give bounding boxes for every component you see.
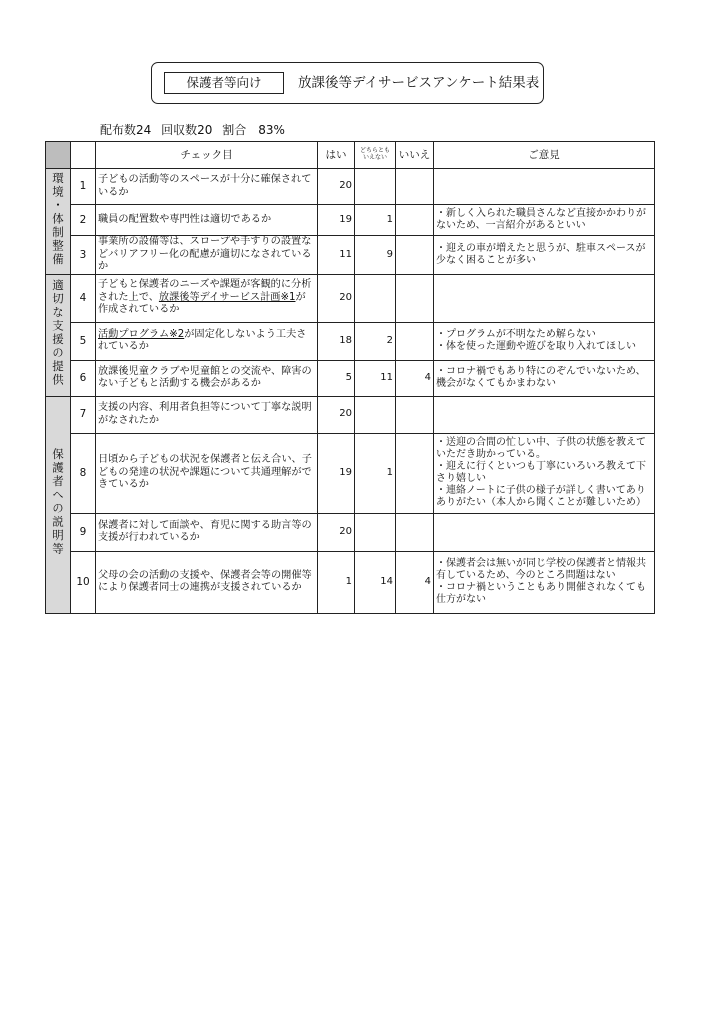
check-item-text: が固定化しないよう工夫されているか <box>98 328 307 352</box>
neutral-count: 14 <box>355 551 396 613</box>
header-number-cell <box>71 142 96 169</box>
no-count <box>396 236 434 275</box>
survey-stats <box>100 121 291 138</box>
no-count <box>396 322 434 360</box>
yes-count: 19 <box>318 205 355 236</box>
row-number: 2 <box>71 205 96 236</box>
yes-count: 18 <box>318 322 355 360</box>
table-row <box>46 513 655 551</box>
no-count <box>396 274 434 322</box>
row-number: 5 <box>71 322 96 360</box>
collected-count: 回収数20 <box>161 123 213 137</box>
yes-count: 5 <box>318 360 355 396</box>
yes-count: 19 <box>318 433 355 513</box>
response-rate: 割合 83% <box>222 123 285 137</box>
yes-count: 20 <box>318 274 355 322</box>
table-row <box>46 169 655 205</box>
table-header-row <box>46 142 655 169</box>
neutral-count: 1 <box>355 205 396 236</box>
opinion-cell <box>434 551 655 613</box>
neutral-count: 1 <box>355 433 396 513</box>
table-row <box>46 551 655 613</box>
opinion-cell: ・コロナ禍でもあり特にのぞんでいないため、機会がなくてもかまわない <box>434 360 655 396</box>
table-row <box>46 396 655 433</box>
distributed-count: 配布数24 <box>100 123 152 137</box>
row-number: 3 <box>71 236 96 275</box>
header-neutral-label: どちらとも いえない <box>359 147 390 162</box>
category-support <box>46 274 71 396</box>
category-explanation <box>46 396 71 613</box>
category-environment <box>46 169 71 275</box>
yes-count: 1 <box>318 551 355 613</box>
header-category-cell <box>46 142 71 169</box>
no-count: 4 <box>396 360 434 396</box>
table-row <box>46 360 655 396</box>
check-item <box>96 274 318 322</box>
no-count <box>396 513 434 551</box>
neutral-count <box>355 274 396 322</box>
no-count <box>396 169 434 205</box>
header-opinion: ご意見 <box>434 142 655 169</box>
row-number: 7 <box>71 396 96 433</box>
check-item-text: が作成されているか <box>98 291 306 316</box>
yes-count: 11 <box>318 236 355 275</box>
header-neutral <box>355 142 396 169</box>
neutral-count: 2 <box>355 322 396 360</box>
opinion-line: ・コロナ禍ということもあり開催されなくても仕方がない <box>436 582 646 605</box>
title-box <box>151 62 544 104</box>
opinion-cell <box>434 322 655 360</box>
yes-count: 20 <box>318 513 355 551</box>
opinion-cell <box>434 513 655 551</box>
program-reference-link: 活動プログラム※2 <box>98 328 185 340</box>
check-item: 日頃から子どもの状況を保護者と伝え合い、子どもの発達の状況や課題について共通理解ができているか <box>96 433 318 513</box>
category-label: 適切な支援の提供 <box>51 278 65 387</box>
opinion-cell: ・迎えの車が増えたと思うが、駐車スペースが少なく困ることが多い <box>434 236 655 275</box>
header-no: いいえ <box>396 142 434 169</box>
opinion-line: ・プログラムが不明なため解らない <box>436 329 596 340</box>
opinion-line: ・迎えに行くといつも丁寧にいろいろ教えて下さり嬉しい <box>436 461 646 484</box>
table-row <box>46 433 655 513</box>
page-title: 放課後等デイサービスアンケート結果表 <box>298 75 540 91</box>
neutral-count <box>355 396 396 433</box>
table-row <box>46 274 655 322</box>
yes-count: 20 <box>318 169 355 205</box>
audience-label: 保護者等向け <box>164 72 284 94</box>
no-count <box>396 205 434 236</box>
neutral-count: 11 <box>355 360 396 396</box>
table-row <box>46 322 655 360</box>
opinion-cell <box>434 169 655 205</box>
check-item <box>96 322 318 360</box>
opinion-cell <box>434 433 655 513</box>
no-count <box>396 433 434 513</box>
check-item: 職員の配置数や専門性は適切であるか <box>96 205 318 236</box>
check-item-text: 子どもと保護者のニーズや課題が客観的に分析された上で、 <box>98 279 312 303</box>
table-row <box>46 236 655 275</box>
row-number: 8 <box>71 433 96 513</box>
check-item: 保護者に対して面談や、育児に関する助言等の支援が行われているか <box>96 513 318 551</box>
row-number: 10 <box>71 551 96 613</box>
header-check-item: チェック目 <box>96 142 318 169</box>
category-label: 保護者への説明等 <box>51 448 65 557</box>
opinion-line: ・送迎の合間の忙しい中、子供の状態を教えていただき助かっている。 <box>436 437 646 460</box>
yes-count: 20 <box>318 396 355 433</box>
opinion-line: ・連絡ノートに子供の様子が詳しく書いてありありがたい（本人から聞くことが難しいため） <box>436 485 646 508</box>
opinion-cell <box>434 274 655 322</box>
header-yes: はい <box>318 142 355 169</box>
opinion-cell <box>434 396 655 433</box>
neutral-count <box>355 513 396 551</box>
neutral-count <box>355 169 396 205</box>
survey-table <box>45 141 655 614</box>
check-item: 子どもの活動等のスペースが十分に確保されているか <box>96 169 318 205</box>
opinion-cell: ・新しく入られた職員さんなど直接かかわりがないため、一言紹介があるといい <box>434 205 655 236</box>
table-row <box>46 205 655 236</box>
no-count <box>396 396 434 433</box>
neutral-count: 9 <box>355 236 396 275</box>
check-item: 支援の内容、利用者負担等について丁寧な説明がなされたか <box>96 396 318 433</box>
row-number: 1 <box>71 169 96 205</box>
row-number: 9 <box>71 513 96 551</box>
check-item: 放課後児童クラブや児童館との交流や、障害のない子どもと活動する機会があるか <box>96 360 318 396</box>
category-label: 環境・体制整備 <box>51 171 65 267</box>
check-item: 事業所の設備等は、スロープや手すりの設置などバリアフリー化の配慮が適切になされているか <box>96 236 318 275</box>
check-item: 父母の会の活動の支援や、保護者会等の開催等により保護者同士の連携が支援されているか <box>96 551 318 613</box>
no-count: 4 <box>396 551 434 613</box>
row-number: 4 <box>71 274 96 322</box>
opinion-line: ・保護者会は無いが同じ学校の保護者と情報共有しているため、今のところ問題はない <box>436 558 646 581</box>
opinion-line: ・体を使った運動や遊びを取り入れてほしい <box>436 341 636 352</box>
row-number: 6 <box>71 360 96 396</box>
plan-reference-link: 放課後等デイサービス計画※1 <box>158 291 296 303</box>
